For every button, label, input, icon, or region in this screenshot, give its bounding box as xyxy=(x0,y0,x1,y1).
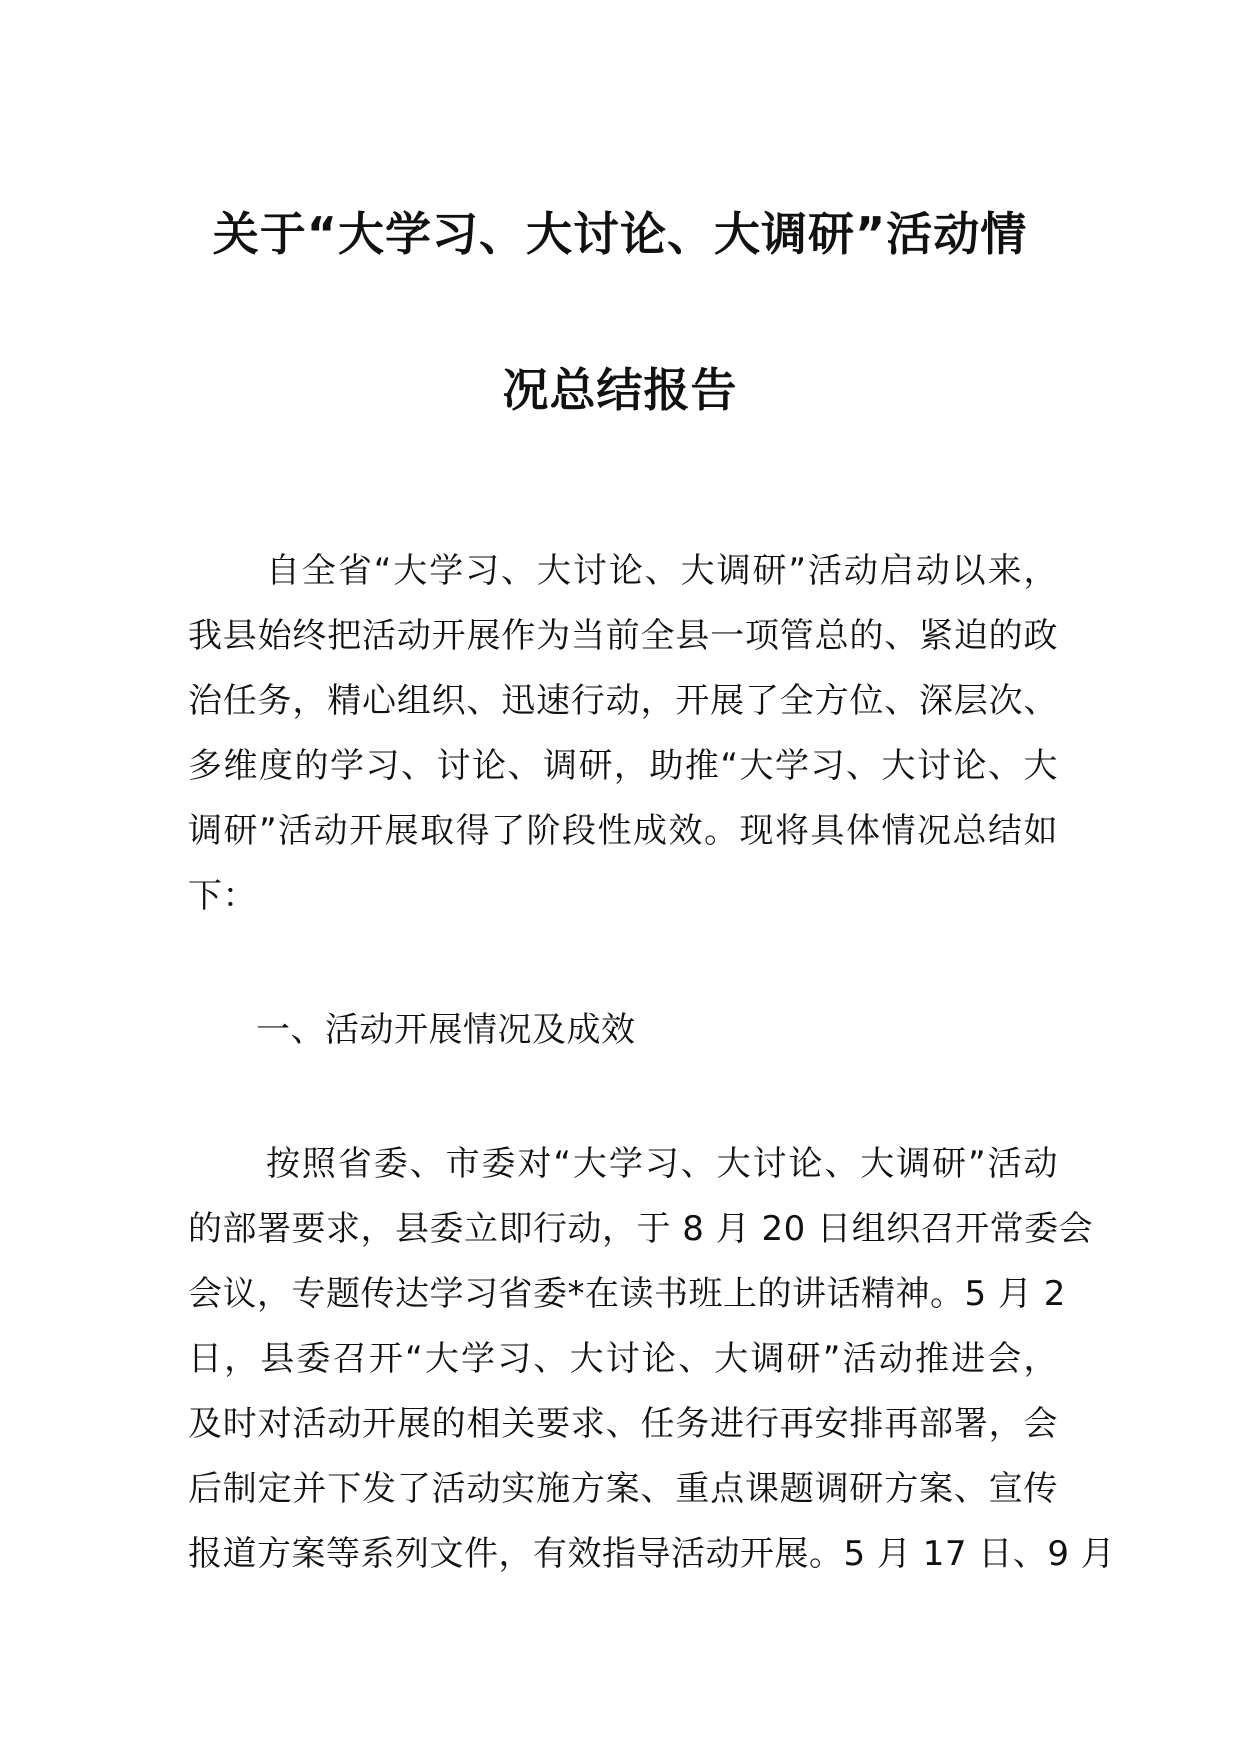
body-paragraph-line-2: 的部署要求，县委立即行动，于 8 月 20 日组织召开常委会 xyxy=(188,1209,1094,1249)
intro-paragraph-line-5: 调研”活动开展取得了阶段性成效。现将具体情况总结如 xyxy=(188,811,1058,851)
intro-paragraph-line-4: 多维度的学习、讨论、调研，助推“大学习、大讨论、大 xyxy=(188,746,1058,786)
body-paragraph-line-7: 报道方案等系列文件，有效指导活动开展。5 月 17 日、9 月 xyxy=(188,1534,1116,1574)
body-paragraph-line-5: 及时对活动开展的相关要求、任务进行再安排再部署，会 xyxy=(188,1404,1058,1444)
intro-paragraph-line-2: 我县始终把活动开展作为当前全县一项管总的、紧迫的政 xyxy=(188,616,1058,656)
section-heading: 一、活动开展情况及成效 xyxy=(256,1010,636,1050)
document-title-line-1: 关于“大学习、大讨论、大调研”活动情 xyxy=(212,207,1028,261)
document-title-line-2: 况总结报告 xyxy=(502,363,738,417)
body-paragraph-line-6: 后制定并下发了活动实施方案、重点课题调研方案、宣传 xyxy=(188,1469,1058,1509)
body-paragraph-line-1: 按照省委、市委对“大学习、大讨论、大调研”活动 xyxy=(266,1144,1058,1184)
intro-paragraph-line-3: 治任务，精心组织、迅速行动，开展了全方位、深层次、 xyxy=(188,681,1058,721)
body-paragraph-line-4: 日，县委召开“大学习、大讨论、大调研”活动推进会， xyxy=(188,1339,1058,1379)
intro-paragraph-line-1: 自全省“大学习、大讨论、大调研”活动启动以来， xyxy=(266,551,1058,591)
body-paragraph-line-3: 会议，专题传达学习省委*在读书班上的讲话精神。5 月 2 xyxy=(188,1274,1066,1314)
intro-paragraph-line-6: 下： xyxy=(188,876,257,916)
